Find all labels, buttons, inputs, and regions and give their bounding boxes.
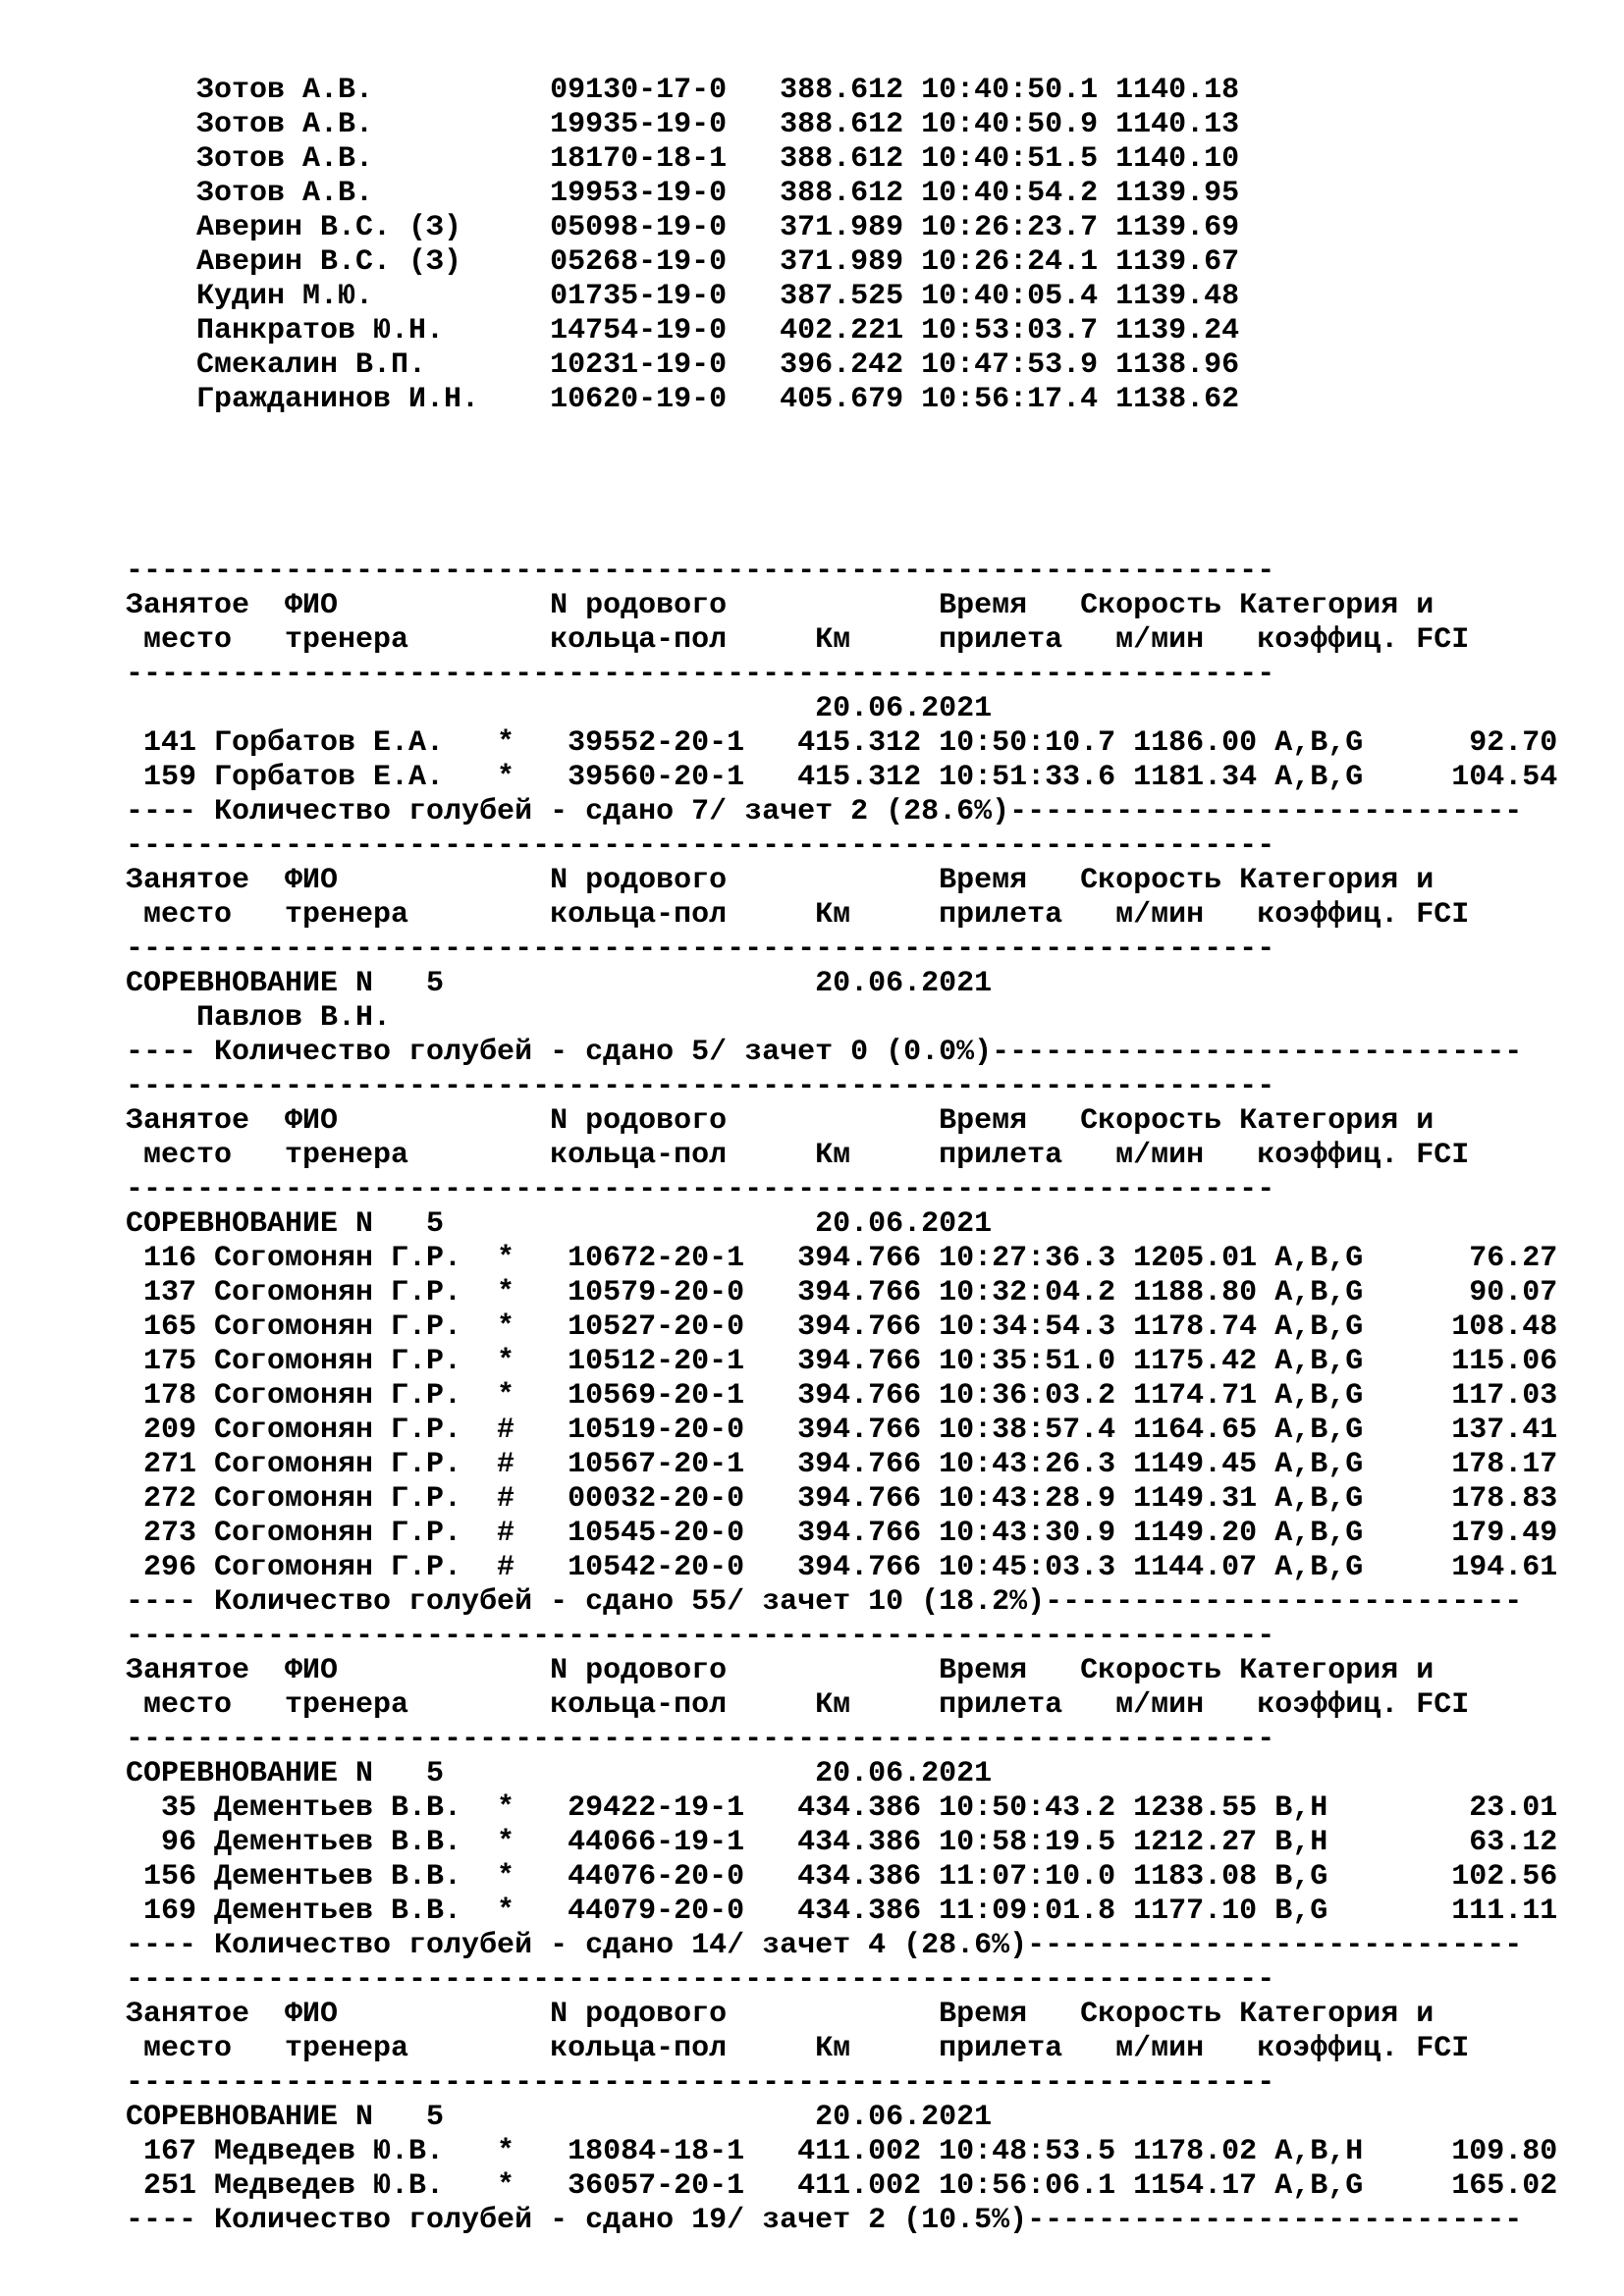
result-row: 167 Медведев Ю.В. * 18084-18-1 411.002 10:48:53.5 1178.02 A,B,H 109.80 — [126, 2135, 1558, 2168]
column-header-line: Занятое ФИО N родового Время Скорость Категория и — [126, 1998, 1435, 2031]
column-header-line: Занятое ФИО N родового Время Скорость Категория и — [126, 1104, 1435, 1138]
separator-line: ----------------------------------------------------------------- — [126, 555, 1275, 588]
column-header-line: место тренера кольца-пол Км прилета м/мин коэффиц. FCI — [126, 2032, 1470, 2065]
separator-line: ----------------------------------------------------------------- — [126, 658, 1275, 691]
result-row: 141 Горбатов Е.А. * 39552-20-1 415.312 10:50:10.7 1186.00 A,B,G 92.70 — [126, 726, 1558, 760]
result-row: Аверин В.С. (З) 05268-19-0 371.989 10:26:24.1 1139.67 — [126, 245, 1240, 279]
result-row: Павлов В.Н. — [126, 1001, 392, 1035]
competition-heading: СОРЕВНОВАНИЕ N 5 20.06.2021 — [126, 1757, 993, 1790]
column-header-line: Занятое ФИО N родового Время Скорость Категория и — [126, 589, 1435, 622]
summary-line: ---- Количество голубей - сдано 5/ зачет 0 (0.0%)------------------------------ — [126, 1036, 1523, 1069]
result-row: 156 Дементьев В.В. * 44076-20-0 434.386 11:07:10.0 1183.08 B,G 102.56 — [126, 1860, 1558, 1894]
column-header-line: место тренера кольца-пол Км прилета м/мин коэффиц. FCI — [126, 1139, 1470, 1172]
column-header-line: место тренера кольца-пол Км прилета м/мин коэффиц. FCI — [126, 623, 1470, 657]
separator-line: ----------------------------------------------------------------- — [126, 1723, 1275, 1756]
result-row: 96 Дементьев В.В. * 44066-19-1 434.386 10:58:19.5 1212.27 B,H 63.12 — [126, 1826, 1558, 1859]
result-row: Зотов А.В. 09130-17-0 388.612 10:40:50.1 1140.18 — [126, 74, 1240, 107]
column-header-line: место тренера кольца-пол Км прилета м/мин коэффиц. FCI — [126, 1688, 1470, 1722]
result-row: Кудин М.Ю. 01735-19-0 387.525 10:40:05.4 1139.48 — [126, 280, 1240, 313]
result-row: 159 Горбатов Е.А. * 39560-20-1 415.312 10:51:33.6 1181.34 A,B,G 104.54 — [126, 761, 1558, 794]
result-row: Зотов А.В. 18170-18-1 388.612 10:40:51.5 1140.10 — [126, 142, 1240, 176]
separator-line: ----------------------------------------------------------------- — [126, 1070, 1275, 1103]
result-row: 271 Согомонян Г.Р. # 10567-20-1 394.766 10:43:26.3 1149.45 A,B,G 178.17 — [126, 1448, 1558, 1481]
result-row: 35 Дементьев В.В. * 29422-19-1 434.386 10:50:43.2 1238.55 B,H 23.01 — [126, 1791, 1558, 1825]
result-row: 209 Согомонян Г.Р. # 10519-20-0 394.766 10:38:57.4 1164.65 A,B,G 137.41 — [126, 1414, 1558, 1447]
result-row: 251 Медведев Ю.В. * 36057-20-1 411.002 10:56:06.1 1154.17 A,B,G 165.02 — [126, 2169, 1558, 2203]
result-row: 116 Согомонян Г.Р. * 10672-20-1 394.766 10:27:36.3 1205.01 A,B,G 76.27 — [126, 1242, 1558, 1275]
result-row: Смекалин В.П. 10231-19-0 396.242 10:47:53.9 1138.96 — [126, 348, 1240, 382]
result-row: Гражданинов И.Н. 10620-19-0 405.679 10:56:17.4 1138.62 — [126, 383, 1240, 416]
result-row: 178 Согомонян Г.Р. * 10569-20-1 394.766 10:36:03.2 1174.71 A,B,G 117.03 — [126, 1379, 1558, 1413]
summary-line: ---- Количество голубей - сдано 14/ зачет 4 (28.6%)---------------------------- — [126, 1929, 1523, 1962]
competition-heading: СОРЕВНОВАНИЕ N 5 20.06.2021 — [126, 967, 993, 1000]
result-row: 272 Согомонян Г.Р. # 00032-20-0 394.766 10:43:28.9 1149.31 A,B,G 178.83 — [126, 1482, 1558, 1516]
result-row: Зотов А.В. 19953-19-0 388.612 10:40:54.2 1139.95 — [126, 177, 1240, 210]
column-header-line: Занятое ФИО N родового Время Скорость Категория и — [126, 864, 1435, 897]
separator-line: ----------------------------------------------------------------- — [126, 933, 1275, 966]
column-header-line: Занятое ФИО N родового Время Скорость Категория и — [126, 1654, 1435, 1687]
competition-heading: СОРЕВНОВАНИЕ N 5 20.06.2021 — [126, 2101, 993, 2134]
separator-line: ----------------------------------------------------------------- — [126, 1173, 1275, 1206]
separator-line: ----------------------------------------------------------------- — [126, 2066, 1275, 2100]
result-row: 273 Согомонян Г.Р. # 10545-20-0 394.766 10:43:30.9 1149.20 A,B,G 179.49 — [126, 1517, 1558, 1550]
column-header-line: место тренера кольца-пол Км прилета м/мин коэффиц. FCI — [126, 898, 1470, 932]
result-row: Аверин В.С. (З) 05098-19-0 371.989 10:26:23.7 1139.69 — [126, 211, 1240, 244]
result-row: 137 Согомонян Г.Р. * 10579-20-0 394.766 10:32:04.2 1188.80 A,B,G 90.07 — [126, 1276, 1558, 1309]
competition-heading: СОРЕВНОВАНИЕ N 5 20.06.2021 — [126, 1207, 993, 1241]
result-row: 175 Согомонян Г.Р. * 10512-20-1 394.766 10:35:51.0 1175.42 A,B,G 115.06 — [126, 1345, 1558, 1378]
summary-line: ---- Количество голубей - сдано 7/ зачет 2 (28.6%)----------------------------- — [126, 795, 1523, 828]
separator-line: ----------------------------------------------------------------- — [126, 1620, 1275, 1653]
result-row: 165 Согомонян Г.Р. * 10527-20-0 394.766 10:34:54.3 1178.74 A,B,G 108.48 — [126, 1310, 1558, 1344]
separator-line: ----------------------------------------------------------------- — [126, 829, 1275, 863]
summary-line: ---- Количество голубей - сдано 55/ зачет 10 (18.2%)--------------------------- — [126, 1585, 1523, 1619]
summary-line: ---- Количество голубей - сдано 19/ зачет 2 (10.5%)---------------------------- — [126, 2204, 1523, 2237]
result-row: 169 Дементьев В.В. * 44079-20-0 434.386 11:09:01.8 1177.10 B,G 111.11 — [126, 1895, 1558, 1928]
result-row: Зотов А.В. 19935-19-0 388.612 10:40:50.9 1140.13 — [126, 108, 1240, 141]
date-line: 20.06.2021 — [126, 692, 993, 725]
result-row: 296 Согомонян Г.Р. # 10542-20-0 394.766 10:45:03.3 1144.07 A,B,G 194.61 — [126, 1551, 1558, 1584]
separator-line: ----------------------------------------------------------------- — [126, 1963, 1275, 1997]
result-row: Панкратов Ю.Н. 14754-19-0 402.221 10:53:03.7 1139.24 — [126, 314, 1240, 347]
